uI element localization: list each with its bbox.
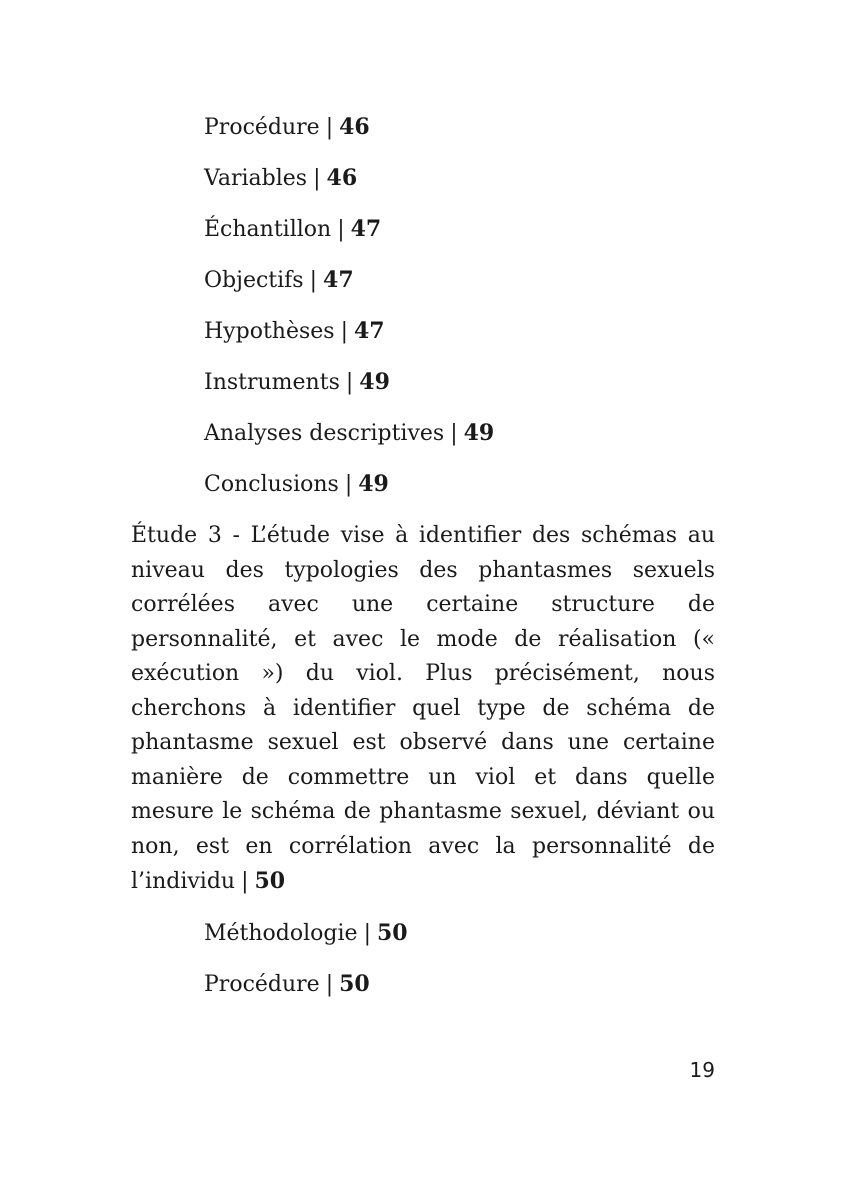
- study-3-page: 50: [254, 868, 286, 894]
- toc-entry-page: 49: [359, 369, 390, 395]
- toc-entry: [204, 214, 724, 244]
- study-3-description: Étude 3 - L’étude vise à identifier des schémas au niveau des typologies des phantasmes sexuels corrélées avec une certaine structure de personnalité, et avec le mode de réalisation (« exécution ») du viol. Plus précisément, nous cherchons à identifier quel type de schéma de phantasme sexuel est observé dans une certaine manière de commettre un viol et dans quelle mesure le schéma de phantasme sexuel, déviant ou non, est en corrélation avec la personnalité de l’individu: [131, 523, 715, 894]
- toc-separator: |: [340, 319, 348, 344]
- toc-entry: [204, 112, 724, 142]
- toc-separator: |: [325, 972, 334, 997]
- toc-entry: [204, 918, 724, 948]
- toc-entry: [204, 265, 724, 295]
- toc-separator: |: [344, 472, 353, 497]
- toc-separator: |: [241, 869, 249, 894]
- toc-subsection-list: [204, 112, 724, 520]
- toc-separator: |: [345, 370, 354, 395]
- toc-separator: |: [309, 268, 318, 293]
- page-number: 19: [689, 1058, 715, 1082]
- toc-entry-title: Instruments: [204, 370, 340, 395]
- toc-entry: [204, 418, 724, 448]
- toc-entry: [204, 969, 724, 999]
- toc-separator: |: [450, 421, 458, 446]
- toc-entry-title: Analyses descriptives: [204, 421, 445, 446]
- toc-entry: [204, 316, 724, 346]
- toc-separator: |: [313, 166, 321, 191]
- toc-entry-page: 49: [463, 420, 495, 446]
- toc-entry-title: Conclusions: [204, 472, 339, 497]
- study-3-entry: [131, 519, 715, 900]
- toc-entry-page: 49: [358, 471, 389, 497]
- toc-entry-title: Méthodologie: [204, 921, 358, 946]
- toc-separator: |: [363, 921, 371, 946]
- toc-entry-page: 46: [326, 165, 358, 191]
- toc-entry-page: 47: [323, 267, 354, 293]
- toc-entry-title: Procédure: [204, 972, 320, 997]
- toc-entry-title: Objectifs: [204, 268, 304, 293]
- toc-entry-title: Procédure: [204, 115, 320, 140]
- toc-entry-page: 50: [376, 920, 408, 946]
- toc-entry-title: Échantillon: [204, 217, 332, 242]
- toc-entry-title: Variables: [204, 166, 308, 191]
- toc-entry: [204, 469, 724, 499]
- toc-entry: [204, 163, 724, 193]
- toc-entry-title: Hypothèses: [204, 319, 335, 344]
- toc-entry-page: 50: [339, 971, 370, 997]
- toc-separator: |: [325, 115, 334, 140]
- toc-entry-page: 46: [339, 114, 370, 140]
- toc-entry-page: 47: [350, 216, 382, 242]
- toc-subsection-list-study-3: [204, 918, 724, 1020]
- toc-separator: |: [337, 217, 345, 242]
- toc-entry-page: 47: [354, 318, 385, 344]
- toc-entry: [204, 367, 724, 397]
